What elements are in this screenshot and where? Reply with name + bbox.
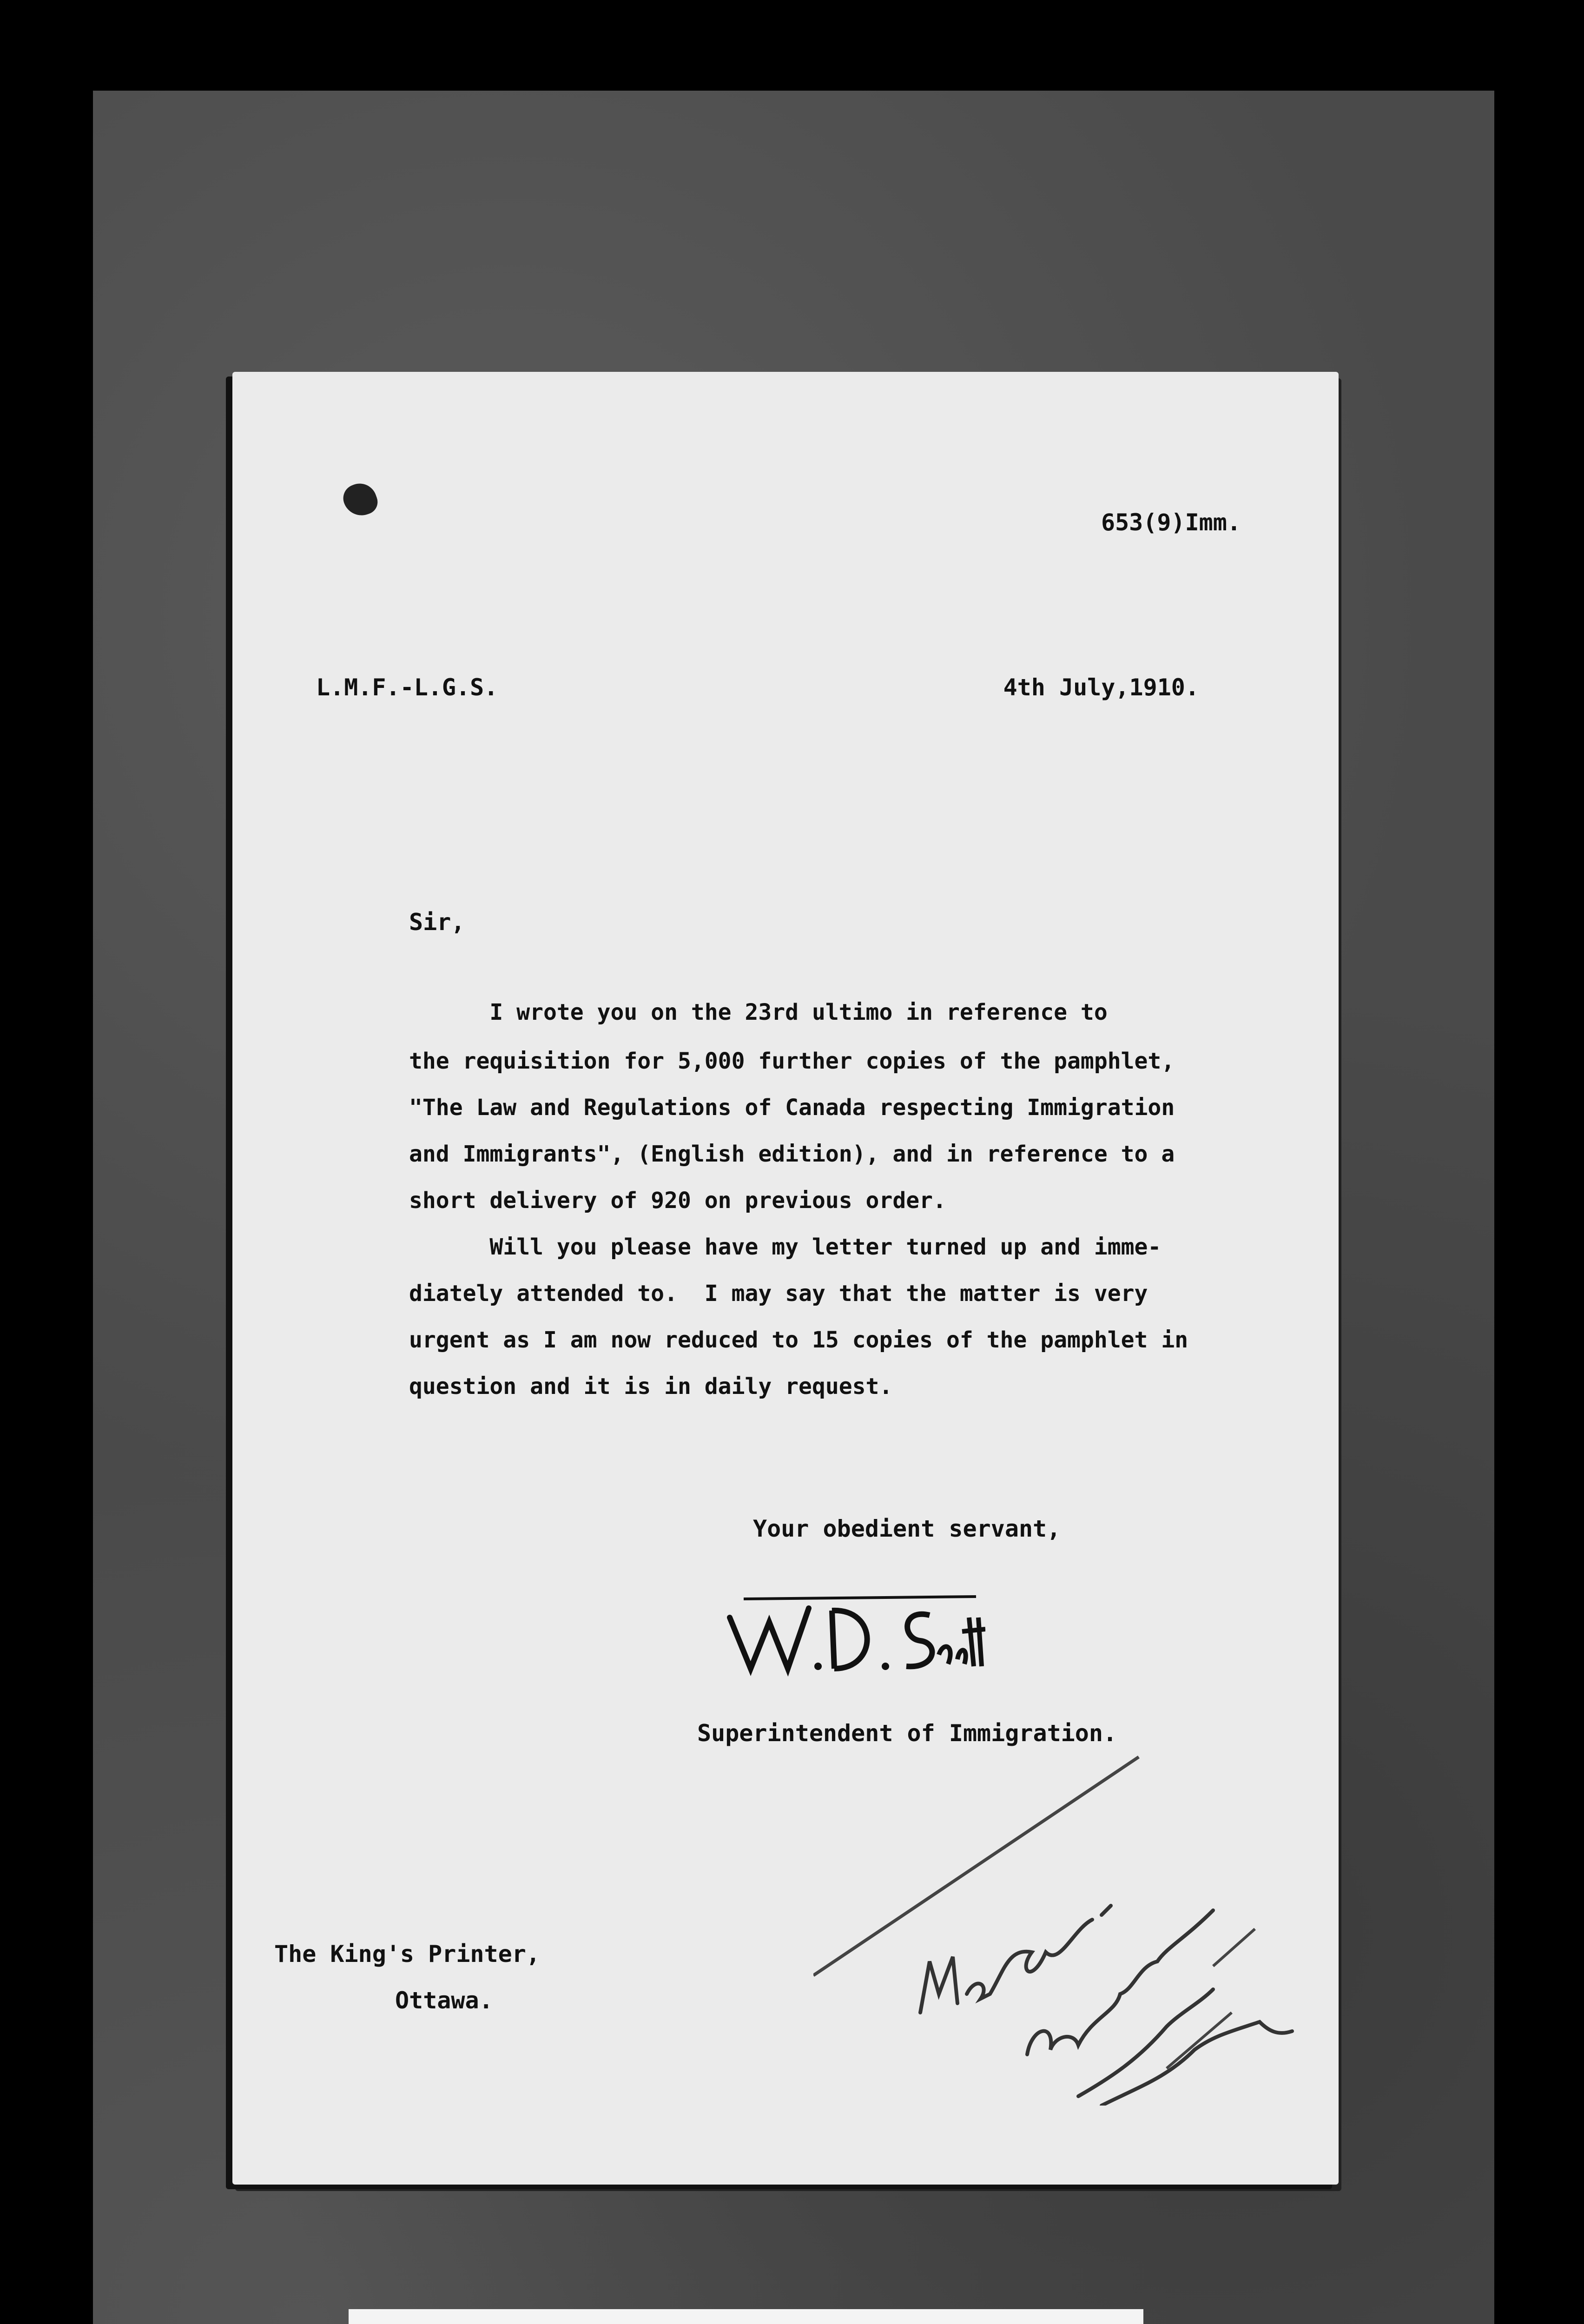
handwritten-signature [725, 1590, 985, 1692]
handwritten-note [813, 1752, 1301, 2106]
body-line: and Immigrants", (English edition), and in reference to a [409, 1141, 1175, 1167]
body-line: "The Law and Regulations of Canada respecting Immigration [409, 1095, 1175, 1121]
body-line: diately attended to. I may say that the matter is very [409, 1281, 1148, 1307]
body-line: Will you please have my letter turned up and imme- [409, 1234, 1162, 1260]
signer-title: Superintendent of Immigration. [697, 1720, 1117, 1747]
reference-initials: L.M.F.-L.G.S. [316, 674, 498, 701]
body-line: I wrote you on the 23rd ultimo in reference to [409, 999, 1108, 1025]
ink-blot [339, 479, 381, 521]
salutation: Sir, [409, 909, 465, 936]
body-line: question and it is in daily request. [409, 1373, 893, 1400]
archive-reference-label [349, 2309, 1143, 2324]
closing: Your obedient servant, [753, 1515, 1061, 1542]
letter-date: 4th July,1910. [1003, 674, 1199, 701]
addressee-line1: The King's Printer, [274, 1941, 540, 1967]
letter-page [232, 372, 1339, 2185]
body-line: short delivery of 920 on previous order. [409, 1188, 946, 1214]
body-line: the requisition for 5,000 further copies of the pamphlet, [409, 1048, 1175, 1074]
file-number: 653(9)Imm. [1101, 509, 1241, 536]
body-line: urgent as I am now reduced to 15 copies of the pamphlet in [409, 1327, 1188, 1353]
addressee-line2: Ottawa. [395, 1987, 493, 2014]
